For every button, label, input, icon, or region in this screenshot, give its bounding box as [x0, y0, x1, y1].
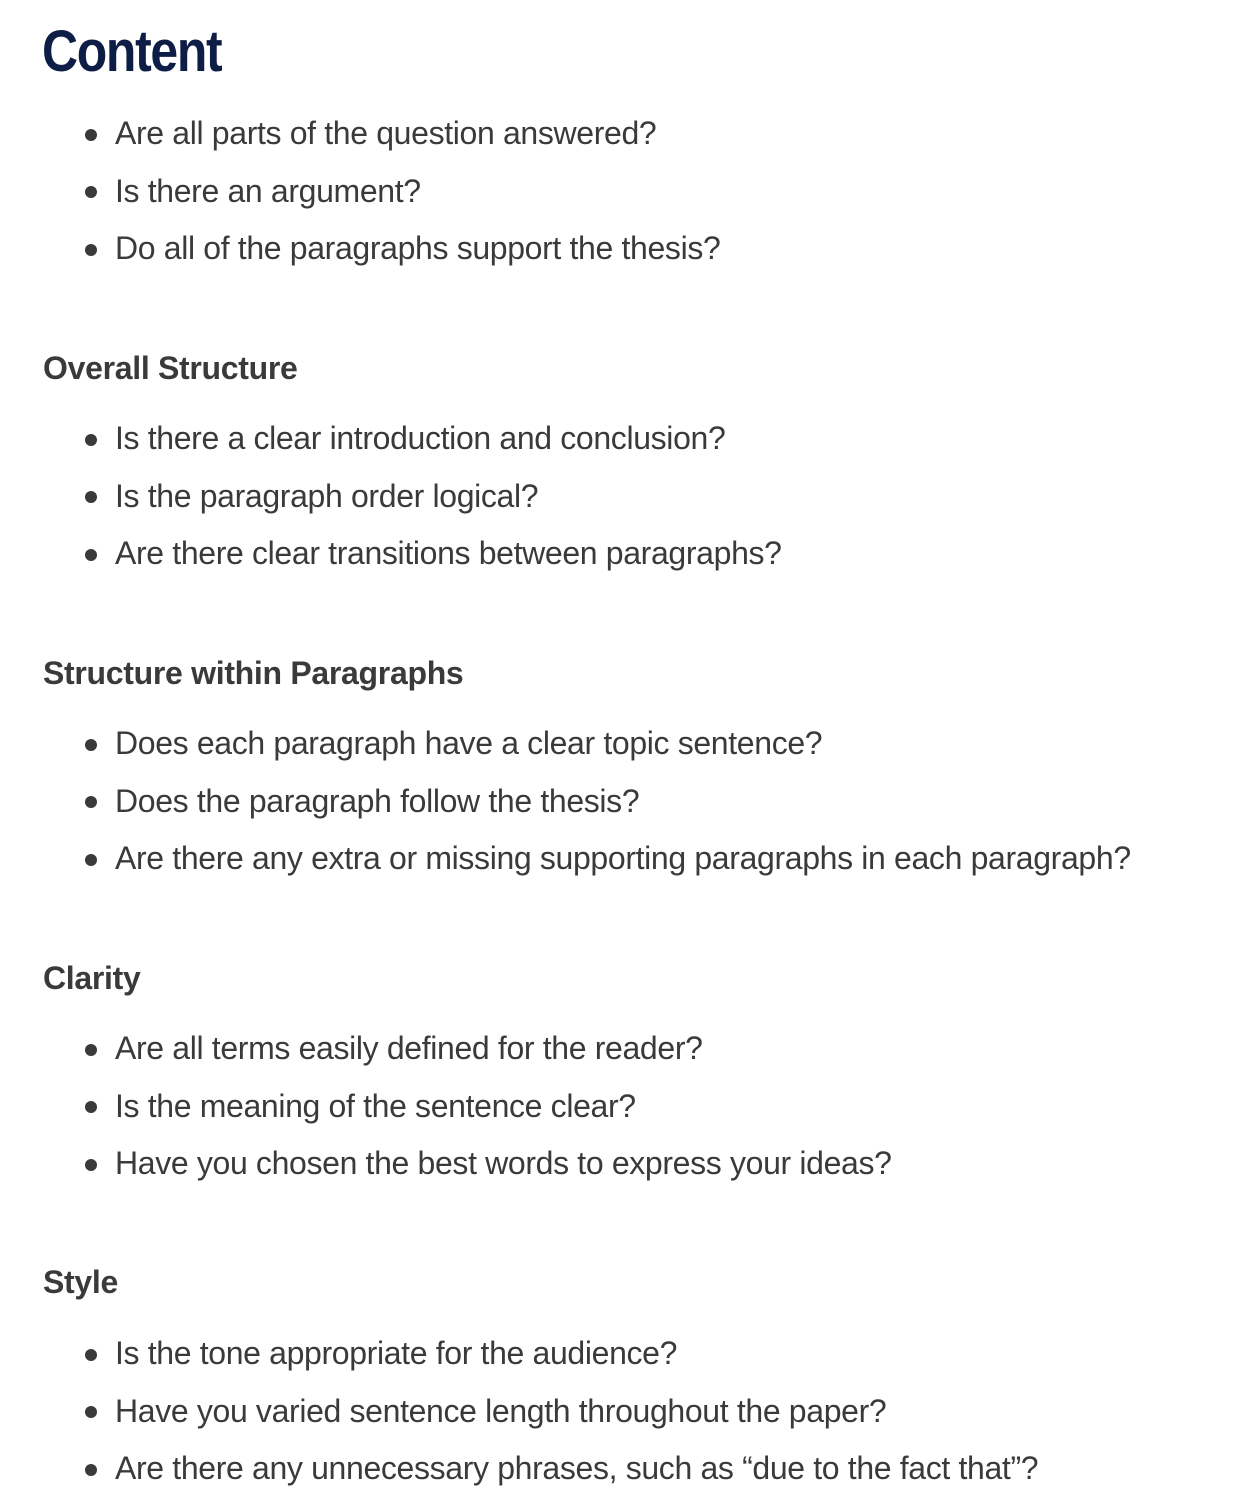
list-item-text: Are all terms easily defined for the reader? — [115, 1030, 703, 1066]
list-item-text: Does each paragraph have a clear topic sentence? — [115, 725, 823, 761]
list-item — [0, 1078, 1238, 1136]
list-item — [0, 410, 1238, 468]
list-item — [0, 1440, 1238, 1498]
clarity-list — [0, 1020, 1238, 1193]
list-item-text: Is there an argument? — [115, 172, 421, 209]
bullet-icon — [85, 491, 97, 503]
bullet-icon — [85, 739, 97, 751]
bullet-icon — [85, 1159, 97, 1171]
list-item — [0, 1383, 1238, 1441]
list-item-text: Are there clear transitions between paragraphs? — [115, 535, 782, 571]
bullet-icon — [85, 186, 97, 198]
list-item-text: Are there any extra or missing supporting paragraphs in each paragraph? — [115, 840, 1131, 876]
list-item — [0, 163, 1238, 221]
bullet-icon — [85, 549, 97, 561]
list-item — [0, 773, 1238, 831]
bullet-icon — [85, 1464, 97, 1476]
page-title: Content — [42, 19, 222, 84]
list-item — [0, 525, 1238, 583]
bullet-icon — [85, 434, 97, 446]
list-item-text: Have you varied sentence length throughout the paper? — [115, 1392, 887, 1429]
list-item-text: Is the tone appropriate for the audience? — [115, 1335, 678, 1371]
bullet-icon — [85, 854, 97, 866]
section-heading-style: Style — [43, 1264, 118, 1300]
list-item-text: Do all of the paragraphs support the thesis? — [115, 230, 721, 266]
bullet-icon — [85, 1044, 97, 1056]
list-item — [0, 1325, 1238, 1383]
bullet-icon — [85, 1349, 97, 1361]
list-item — [0, 830, 1238, 888]
overall-structure-list — [0, 410, 1238, 583]
bullet-icon — [85, 1406, 97, 1418]
list-item-text: Are all parts of the question answered? — [115, 115, 657, 151]
list-item — [0, 220, 1238, 278]
list-item-text: Have you chosen the best words to express your ideas? — [115, 1145, 892, 1181]
structure-within-paragraphs-list — [0, 715, 1238, 888]
list-item — [0, 1020, 1238, 1078]
list-item — [0, 105, 1238, 163]
section-heading-structure-within-paragraphs: Structure within Paragraphs — [43, 655, 464, 691]
bullet-icon — [85, 244, 97, 256]
section-heading-clarity: Clarity — [43, 960, 141, 996]
list-item-text: Is the meaning of the sentence clear? — [115, 1087, 636, 1124]
style-list — [0, 1325, 1238, 1498]
list-item-text: Are there any unnecessary phrases, such as “due to the fact that”? — [115, 1450, 1039, 1486]
section-heading-overall-structure: Overall Structure — [43, 350, 298, 386]
list-item — [0, 1135, 1238, 1193]
list-item-text: Does the paragraph follow the thesis? — [115, 782, 640, 819]
list-item-text: Is there a clear introduction and conclusion? — [115, 420, 726, 456]
list-item — [0, 715, 1238, 773]
list-item-text: Is the paragraph order logical? — [115, 477, 539, 514]
list-item — [0, 468, 1238, 526]
bullet-icon — [85, 1101, 97, 1113]
content-list — [0, 105, 1238, 278]
bullet-icon — [85, 796, 97, 808]
bullet-icon — [85, 129, 97, 141]
